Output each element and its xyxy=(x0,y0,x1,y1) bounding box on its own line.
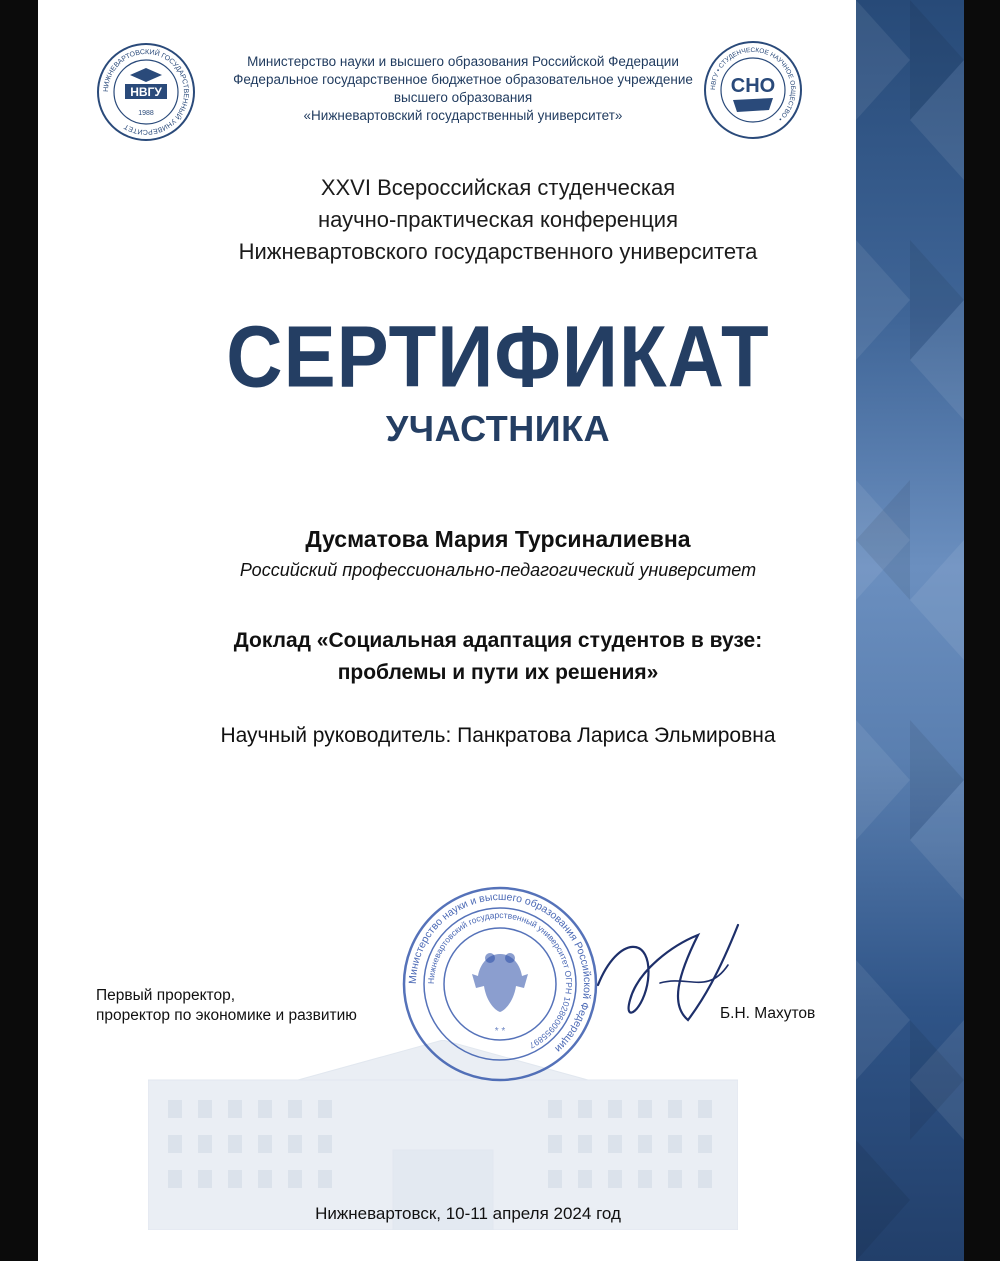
report-line-1: Доклад «Социальная адаптация студентов в вузе: xyxy=(233,629,763,652)
institution-line-1: Федеральное государственное бюджетное образовательное учреждение xyxy=(233,72,693,87)
sno-ring-text: НВГУ • СТУДЕНЧЕСКОЕ НАУЧНОЕ ОБЩЕСТВО • xyxy=(709,46,797,123)
conference-line-2: научно-практическая конференция xyxy=(317,207,678,232)
signatory-position-line-1: Первый проректор, xyxy=(96,987,236,1004)
sno-abbr: СНО xyxy=(730,75,776,97)
certificate-sheet xyxy=(38,0,964,1261)
nvgu-logo xyxy=(96,42,196,142)
conference-title xyxy=(98,172,898,268)
nvgu-year: 1988 xyxy=(138,110,154,117)
institution-line-2: высшего образования xyxy=(393,90,533,105)
nvgu-abbr: НВГУ xyxy=(130,85,162,99)
stamp-outer-text: Министерство науки и высшего образования Российской Федерации xyxy=(406,890,594,1055)
participant-organization: Российский профессионально-педагогический университет xyxy=(239,560,757,580)
handwritten-signature xyxy=(578,905,758,1055)
signatory-position-line-2: проректор по экономике и развитию xyxy=(96,1007,357,1024)
nvgu-ring-text: НИЖНЕВАРТОВСКИЙ ГОСУДАРСТВЕННЫЙ УНИВЕРСИТЕТ xyxy=(102,48,190,136)
conference-line-3: Нижневартовского государственного университета xyxy=(238,239,758,264)
university-name: «Нижневартовский государственный университет» xyxy=(303,108,623,123)
institution-header xyxy=(188,53,738,125)
left-border xyxy=(0,0,38,1261)
conference-line-1: XXVI Всероссийская студенческая xyxy=(320,175,676,200)
official-stamp xyxy=(400,884,600,1084)
place-and-date: Нижневартовск, 10-11 апреля 2024 год xyxy=(315,1204,621,1223)
stamp-inner-text: Нижневартовский государственный университет ОГРН 1028600955897 xyxy=(425,909,575,1051)
right-border xyxy=(964,0,1000,1261)
report-line-2: проблемы и пути их решения» xyxy=(337,661,659,684)
coat-of-arms-icon xyxy=(472,953,528,1012)
certificate-title: СЕРТИФИКАТ xyxy=(226,307,770,406)
supervisor: Научный руководитель: Панкратова Лариса Эльмировна xyxy=(220,724,776,747)
signatory-name: Б.Н. Махутов xyxy=(720,1005,816,1022)
signatory-position xyxy=(96,986,416,1026)
participant-name: Дусматова Мария Турсиналиевна xyxy=(305,526,691,552)
report-title xyxy=(98,625,898,689)
svg-text:* *: * * xyxy=(494,1026,506,1037)
ministry-line: Министерство науки и высшего образования Российской Федерации xyxy=(247,54,679,69)
certificate-subtitle: УЧАСТНИКА xyxy=(385,408,611,449)
